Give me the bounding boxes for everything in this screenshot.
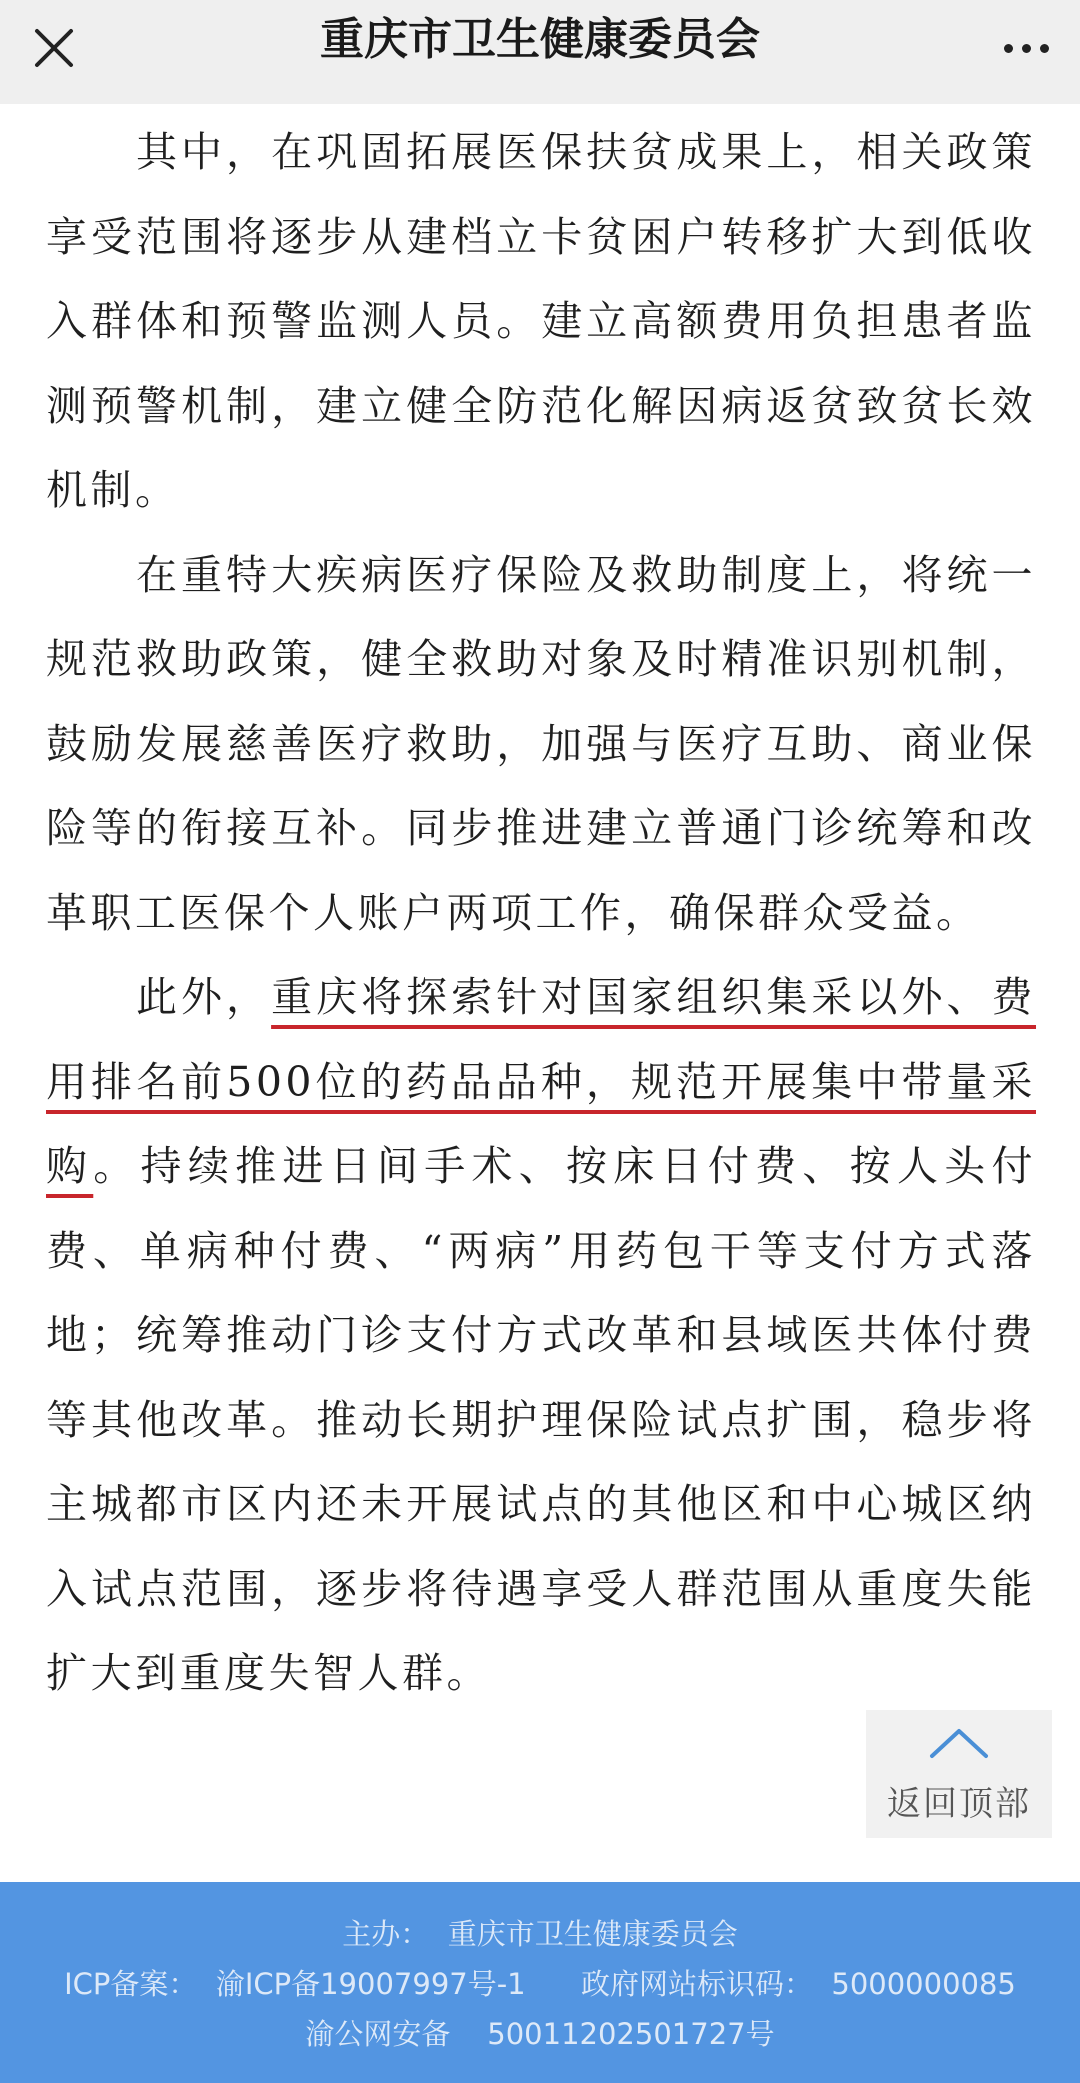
highlighted-text: 重庆将探索针对国家组织集采以外、费用排名前500位的药品品种，规范开展集中带量采购 — [46, 973, 1037, 1190]
page-title: 重庆市卫生健康委员会 — [320, 14, 760, 65]
article-paragraph-3 — [46, 955, 1036, 1716]
close-button[interactable] — [22, 16, 86, 80]
back-to-top-button[interactable] — [866, 1710, 1052, 1838]
top-nav-bar — [0, 0, 1080, 104]
close-icon — [34, 28, 74, 68]
footer-icp: ICP备案： 渝ICP备19007997号-1 政府网站标识码： 5000000085 — [64, 1967, 1016, 2001]
article-paragraph-1: 其中，在巩固拓展医保扶贫成果上，相关政策享受范围将逐步从建档立卡贫困户转移扩大到低收入群体和预警监测人员。建立高额费用负担患者监测预警机制，建立健全防范化解因病返贫致贫长效机制。 — [46, 128, 1036, 514]
paragraph-3-rest: 。持续推进日间手术、按床日付费、按人头付费、单病种付费、“两病”用药包干等支付方式落地；统筹推动门诊支付方式改革和县域医共体付费等其他改革。推动长期护理保险试点扩围，稳步将主城都市区内还未开展试点的其他区和中心城区纳入试点范围，逐步将待遇享受人群范围从重度失能扩大到重度失智人群。 — [46, 1142, 1037, 1697]
chevron-up-icon — [928, 1726, 990, 1760]
footer-sponsor: 主办： 重庆市卫生健康委员会 — [342, 1917, 738, 1951]
site-footer — [0, 1882, 1080, 2083]
article-paragraph-2: 在重特大疾病医疗保险及救助制度上，将统一规范救助政策，健全救助对象及时精准识别机制，鼓励发展慈善医疗救助，加强与医疗互助、商业保险等的衔接互补。同步推进建立普通门诊统筹和改革职工医保个人账户两项工作，确保群众受益。 — [46, 550, 1036, 937]
more-dots-icon — [1004, 44, 1049, 53]
more-button[interactable] — [994, 16, 1058, 80]
back-to-top-label: 返回顶部 — [887, 1784, 1031, 1824]
paragraph-3-prefix: 此外， — [136, 973, 272, 1021]
article-body — [46, 110, 1036, 1716]
footer-police-record: 渝公网安备 50011202501727号 — [305, 2017, 775, 2051]
